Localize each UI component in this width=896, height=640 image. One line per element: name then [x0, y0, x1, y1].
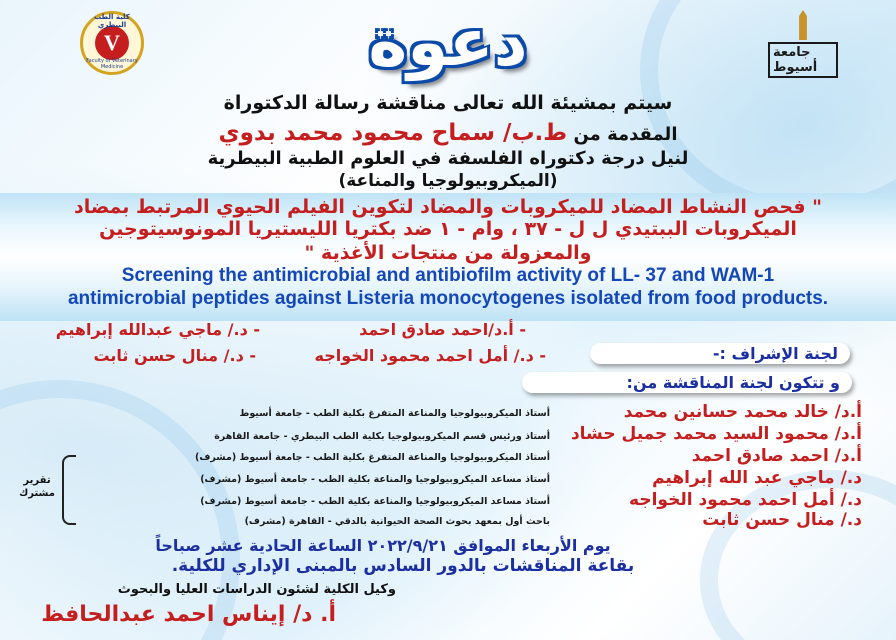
committee-member-role: أستاذ الميكروبيولوجيا والمناعة المتفرغ بكلية الطب - جامعة أسيوط	[239, 408, 550, 419]
intro-prefix: المقدمة من	[573, 124, 678, 145]
supervisor-name: - د./ منال حسن ثابت	[93, 346, 256, 365]
committee-member-name: د./ منال حسن ثابت	[702, 510, 862, 530]
intro-line-3: لنيل درجة دكتوراه الفلسفة في العلوم الطبية البيطرية	[207, 148, 689, 169]
thesis-title-arabic-3: والمعزولة من منتجات الأغذية "	[304, 242, 592, 264]
supervisor-name: - د./ ماجي عبدالله إبراهيم	[55, 320, 260, 339]
defense-venue: بقاعة المناقشات بالدور السادس بالمبنى الإداري للكلية.	[171, 556, 635, 576]
thesis-title-english-1: Screening the antimicrobial and antibiofilm activity of LL- 37 and WAM-1	[121, 265, 775, 286]
thesis-title-arabic-1: " فحص النشاط المضاد للميكروبات والمضاد لتكوين الفيلم الحيوي المرتبط بمضاد	[73, 196, 823, 218]
supervision-label: لجنة الإشراف :-	[590, 343, 850, 364]
faculty-logo-emblem: V	[95, 26, 129, 60]
background-swirl	[0, 380, 240, 640]
faculty-emblem-icon	[80, 11, 144, 75]
signer-title: وكيل الكلية لشئون الدراسات العليا والبحوث	[117, 582, 396, 597]
committee-member-role: باحث أول بمعهد بحوث الصحة الحيوانية بالدقي - القاهرة (مشرف)	[244, 516, 550, 527]
intro-line-1: سيتم بمشيئة الله تعالى مناقشة رسالة الدكتوراة	[223, 92, 673, 114]
thesis-title-arabic-2: الميكروبات الببتيدي ل ل - ٣٧ ، وام - ١ ضد بكتريا الليستيريا المونوسيتوجين	[99, 218, 797, 240]
invitation-title: دعوة	[368, 4, 528, 81]
committee-member-name: أ.د/ محمود السيد محمد جميل حشاد	[570, 424, 862, 444]
supervisor-name: - د./ أمل احمد محمود الخواجه	[314, 346, 546, 365]
defense-date: يوم الأربعاء الموافق ٢٠٢٢/٩/٢١ الساعة الحادية عشر صباحاً	[155, 536, 611, 555]
committee-member-role: أستاذ ورئيس قسم الميكروبيولوجيا بكلية الطب البيطري - جامعة القاهرة	[214, 431, 550, 442]
candidate-name: ط.ب/ سماح محمود محمد بدوي	[218, 120, 568, 146]
thesis-title-english-2: antimicrobial peptides against Listeria monocytogenes isolated from food products.	[67, 288, 829, 309]
committee-member-name: أ.د/ خالد محمد حسانين محمد	[623, 402, 862, 422]
signer-name: أ. د/ إيناس احمد عبدالحافظ	[41, 602, 336, 627]
university-logo-text: جامعة أسيوط	[768, 42, 838, 78]
faculty-logo-top-text: كلية الطب البيطري	[94, 13, 130, 29]
committee-member-role: أستاذ الميكروبيولوجيا والمناعة المتفرغ بكلية الطب - جامعة أسيوط (مشرف)	[195, 452, 550, 463]
faculty-logo	[62, 8, 162, 78]
supervisor-name: - أ.د/احمد صادق احمد	[359, 320, 526, 339]
university-logo	[768, 10, 838, 80]
intro-line-2	[0, 120, 896, 146]
committee-member-role: أستاذ مساعد الميكروبيولوجيا والمناعة بكلية الطب - جامعة أسيوط (مشرف)	[200, 474, 550, 485]
committee-member-name: د./ ماجي عبد الله إبراهيم	[652, 468, 862, 488]
committee-member-name: د./ أمل احمد محمود الخواجه	[629, 490, 862, 510]
joint-report-brace	[62, 455, 76, 525]
committee-label: و تتكون لجنة المناقشة من:	[522, 372, 852, 393]
committee-member-name: أ.د/ احمد صادق احمد	[691, 446, 862, 466]
faculty-logo-bottom-text: Faculty of Veterinary Medicine	[86, 58, 138, 70]
intro-line-4: (الميكروبيولوجيا والمناعة)	[338, 171, 558, 191]
joint-report-label: تقرير مشترك	[19, 475, 55, 499]
committee-member-role: أستاذ مساعد الميكروبيولوجيا والمناعة بكلية الطب - جامعة أسيوط (مشرف)	[200, 496, 550, 507]
university-tower-icon	[790, 10, 816, 40]
